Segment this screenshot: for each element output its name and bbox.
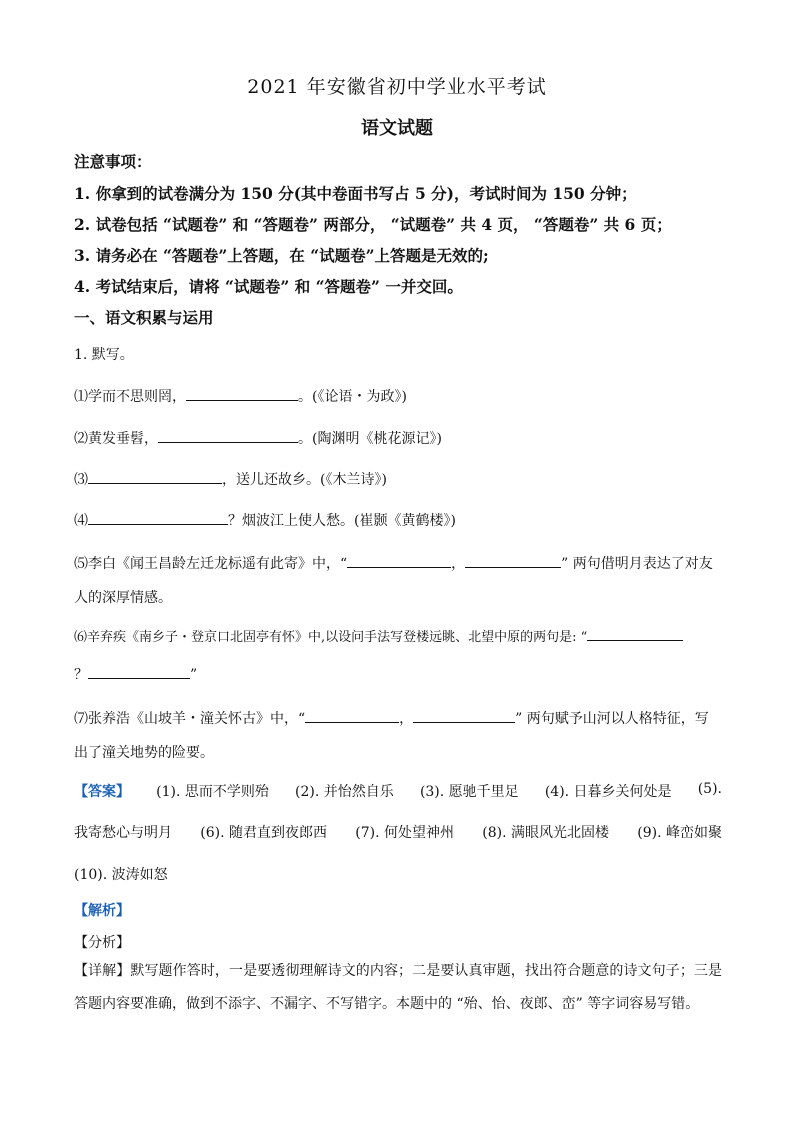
answer-item-6: (6). 随君直到夜郎西 [200, 825, 327, 841]
q6-line2-before: ？ [74, 667, 88, 683]
answer-blank [465, 553, 561, 568]
q4-before: ⑷ [74, 513, 88, 529]
answer-blank [347, 553, 451, 568]
analysis-tag: 【解析】 [74, 903, 130, 919]
answer-blank [88, 469, 222, 484]
answer-blank [587, 626, 683, 641]
question-item-4 [74, 510, 456, 530]
notice-item-1: 1. 你拿到的试卷满分为 150 分(其中卷面书写占 5 分)，考试时间为 150 分钟； [74, 184, 637, 203]
analysis-fenxi: 【分析】 [74, 935, 130, 951]
q4-after: ？烟波江上使人愁。(崔颢《黄鹤楼》) [228, 513, 456, 529]
answer-item-7: (7). 何处望神州 [355, 825, 454, 841]
question-item-6 [74, 626, 683, 645]
detail-tag: 【详解】 [74, 963, 131, 979]
answer-item-2: (2). 并怡然自乐 [295, 784, 394, 800]
q1-after: 。(《论语・为政》) [298, 389, 407, 405]
q5-mid: ， [451, 556, 466, 572]
question-item-6-line2 [74, 664, 197, 684]
question-item-7-line2: 出了潼关地势的险要。 [74, 745, 214, 761]
answer-item-9: (9). 峰峦如聚 [637, 825, 722, 841]
q6-line2-after: ” [190, 667, 198, 683]
notice-heading: 注意事项： [74, 152, 152, 171]
q7-before: ⑺张养浩《山坡羊・潼关怀古》中，“ [74, 711, 306, 727]
analysis-detail [74, 955, 722, 1021]
q7-mid: ， [399, 711, 414, 727]
question-stem: 1. 默写。 [74, 347, 134, 363]
question-item-1 [74, 386, 407, 406]
answer-item-1: (1). 思而不学则殆 [156, 784, 269, 800]
q2-after: 。(陶渊明《桃花源记》) [298, 431, 442, 447]
page-subtitle: 语文试题 [361, 118, 433, 139]
question-item-2 [74, 428, 442, 448]
question-item-5-line2: 人的深厚情感。 [74, 590, 172, 606]
question-item-5 [74, 553, 713, 573]
answer-item-10: (10). 波涛如怒 [74, 867, 168, 883]
q7-after: ” 两句赋予山河以人格特征，写 [515, 711, 709, 727]
question-item-7 [74, 708, 709, 728]
answer-blank [305, 708, 399, 723]
answer-item-5-label: (5). [697, 781, 722, 797]
notice-item-4: 4. 考试结束后，请将 “试题卷” 和 “答题卷” 一并交回。 [74, 277, 463, 296]
answer-blank [88, 510, 228, 525]
section-heading: 一、语文积累与运用 [74, 308, 214, 327]
q5-before: ⑸李白《闻王昌龄左迁龙标遥有此寄》中，“ [74, 556, 348, 572]
answer-tag: 【答案】 [74, 784, 130, 800]
page-title: 2021 年安徽省初中学业水平考试 [247, 76, 547, 98]
answer-blank [158, 428, 298, 443]
answer-row-1 [74, 781, 722, 801]
answer-blank [88, 664, 190, 679]
answer-row-2 [74, 822, 722, 842]
answer-item-3: (3). 愿驰千里足 [419, 784, 519, 800]
question-item-3 [74, 469, 387, 489]
q5-after: ” 两句借明月表达了对友 [561, 556, 713, 572]
answer-blank [186, 386, 298, 401]
q2-before: ⑵黄发垂髫， [74, 431, 158, 447]
detail-text: 默写题作答时，一是要透彻理解诗文的内容；二是要认真审题，找出符合题意的诗文句子；三是答题内容要准确，做到不添字、不漏字、不写错字。本题中的 “殆、怡、夜郎、峦” 等字词容易写错。 [74, 963, 723, 1012]
answer-item-4: (4). 日暮乡关何处是 [544, 784, 672, 800]
answer-item-5: 我寄愁心与明月 [74, 825, 172, 841]
notice-item-3: 3. 请务必在 “答题卷”上答题，在 “试题卷”上答题是无效的; [74, 246, 489, 265]
q6-before: ⑹辛弃疾《南乡子・登京口北固亭有怀》中,以设问手法写登楼远眺、北望中原的两句是: “ [74, 630, 588, 645]
q1-before: ⑴学而不思则罔， [74, 389, 186, 405]
answer-blank [413, 708, 515, 723]
notice-item-2: 2. 试卷包括 “试题卷” 和 “答题卷” 两部分， “试题卷” 共 4 页， “答题卷” 共 6 页； [74, 215, 672, 234]
q3-before: ⑶ [74, 472, 88, 488]
answer-item-8: (8). 满眼风光北固楼 [482, 825, 609, 841]
q3-after: ，送儿还故乡。(《木兰诗》) [222, 472, 387, 488]
